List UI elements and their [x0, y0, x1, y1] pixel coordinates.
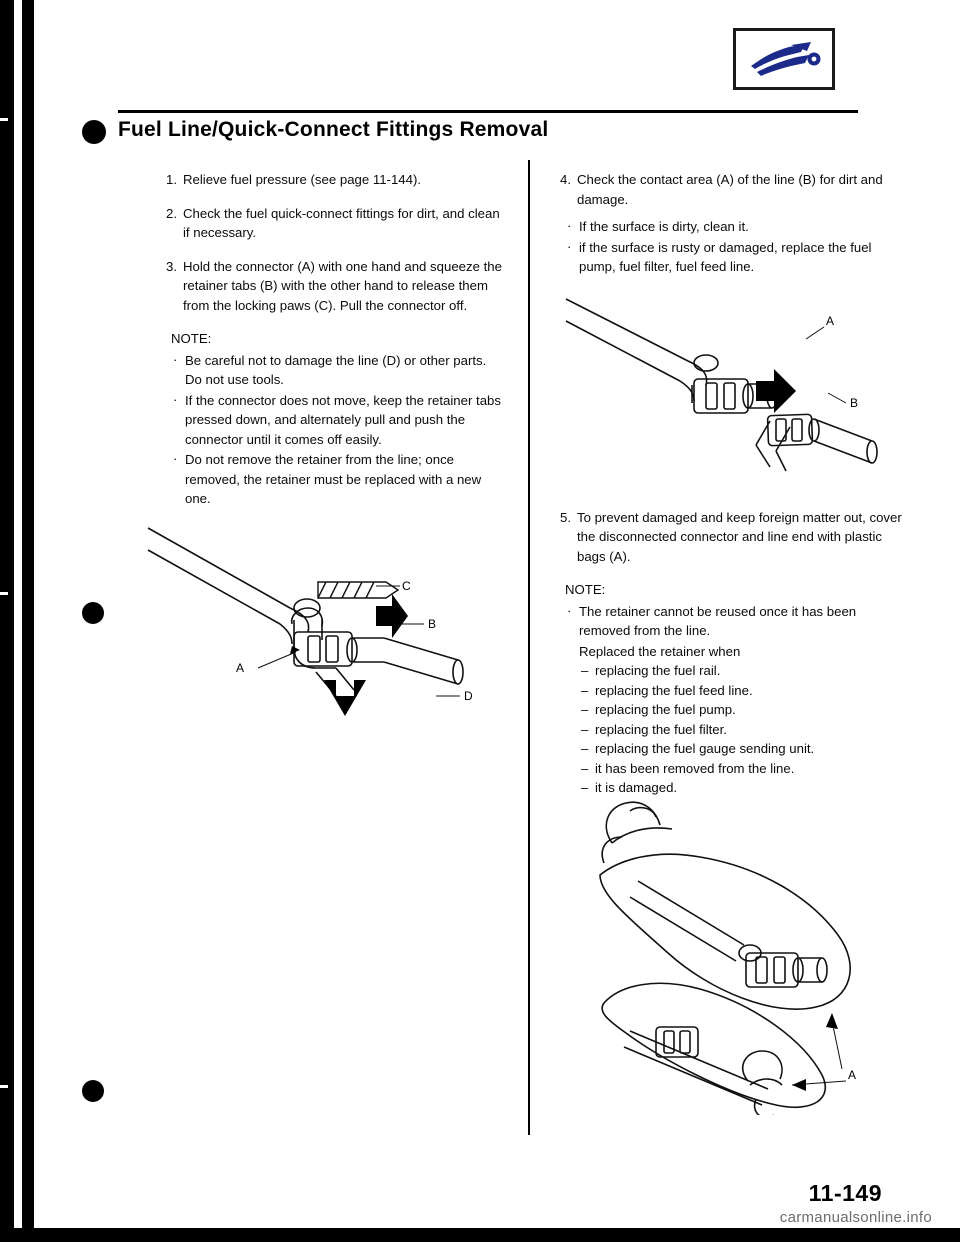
- note-item-text: If the surface is dirty, clean it.: [579, 219, 749, 234]
- step-4-bullet-list: [551, 217, 903, 277]
- step-text: Hold the connector (A) with one hand and squeeze the retainer tabs (B) with the other hand to release them from the locking paws (C). Pull the connector off.: [183, 258, 502, 313]
- list-item-text: replacing the fuel pump.: [595, 702, 736, 717]
- list-item: [579, 700, 903, 720]
- note-item-text: If the connector does not move, keep the retainer tabs pressed down, and alternately pull and push the connector until it comes off easily.: [185, 392, 501, 447]
- dash-icon: –: [581, 760, 589, 776]
- left-column: [157, 170, 502, 510]
- list-item-text: replacing the fuel filter.: [595, 721, 727, 737]
- figure-callout-b: B: [428, 617, 437, 631]
- dash-icon: –: [581, 780, 589, 795]
- page-bottom-bar: [0, 1228, 960, 1242]
- page-binding-bar-inner: [22, 0, 34, 1242]
- side-bullet-middle-icon: [82, 602, 104, 624]
- bullet-dot-icon: ·: [173, 351, 178, 367]
- page-edge-nick-middle: [0, 592, 8, 595]
- bullet-dot-icon: ·: [173, 451, 178, 466]
- page-edge-nick-top: [0, 118, 8, 121]
- note-item: [171, 351, 502, 390]
- figure-callout-b: B: [850, 396, 859, 410]
- list-item: [579, 739, 903, 759]
- honda-service-logo: [733, 28, 835, 90]
- bullet-dot-icon: ·: [173, 391, 178, 407]
- column-divider: [528, 160, 530, 1135]
- note-item-text: if the surface is rusty or damaged, replace the fuel pump, fuel filter, fuel feed line.: [579, 239, 872, 274]
- note-block: [551, 580, 903, 798]
- procedure-step: [551, 170, 903, 209]
- dash-icon: –: [581, 682, 589, 698]
- step-number: 1.: [166, 172, 177, 187]
- figure-callout-a: A: [236, 661, 245, 675]
- note-item-text: Do not remove the retainer from the line; once removed, the retainer must be replaced with a new one.: [185, 452, 482, 506]
- note-item: [171, 450, 502, 509]
- quick-connect-fitting-removal-diagram: [140, 520, 510, 750]
- procedure-step: [551, 508, 903, 567]
- step-text: Check the contact area (A) of the line (B) for dirt and damage.: [577, 172, 883, 207]
- dash-icon: –: [581, 702, 589, 717]
- list-item-text: replacing the fuel feed line.: [595, 682, 753, 698]
- step-number: 3.: [166, 258, 177, 274]
- watermark: carmanualsonline.info: [779, 1209, 932, 1226]
- dash-icon: –: [581, 741, 589, 756]
- dash-icon: –: [581, 721, 589, 737]
- title-bullet-icon: [82, 120, 106, 144]
- list-item-text: replacing the fuel gauge sending unit.: [595, 741, 815, 756]
- list-item: [579, 681, 903, 701]
- figure-callout-a: A: [848, 1068, 857, 1082]
- figure-callout-d: D: [464, 689, 473, 703]
- dash-icon: –: [581, 663, 589, 678]
- note-item: [565, 602, 903, 641]
- step-text: Relieve fuel pressure (see page 11-144).: [183, 172, 421, 187]
- note-title: NOTE:: [171, 331, 212, 346]
- side-bullet-bottom-icon: [82, 1080, 104, 1102]
- figure-callout-c: C: [402, 579, 411, 593]
- figure-callout-a: A: [826, 314, 835, 328]
- replace-retainer-intro: Replaced the retainer when: [579, 643, 741, 659]
- replace-retainer-list: [565, 661, 903, 798]
- bullet-dot-icon: ·: [567, 218, 572, 233]
- note-title: NOTE:: [565, 582, 606, 597]
- step-number: 2.: [166, 205, 177, 221]
- page-number: 11-149: [808, 1180, 882, 1206]
- page-edge-nick-bottom: [0, 1085, 8, 1088]
- procedure-step: [157, 170, 502, 190]
- title-rule: [118, 110, 858, 113]
- note-item-text: Be careful not to damage the line (D) or other parts. Do not use tools.: [185, 352, 487, 387]
- list-item-text: replacing the fuel rail.: [595, 663, 721, 678]
- list-item: [579, 661, 903, 681]
- step-number: 5.: [560, 509, 571, 525]
- step-text: Check the fuel quick-connect fittings for dirt, and clean if necessary.: [183, 205, 500, 240]
- note-item: [565, 238, 903, 277]
- list-item: [579, 759, 903, 779]
- fuel-line-contact-area-diagram: [560, 285, 900, 500]
- bullet-dot-icon: ·: [567, 238, 572, 254]
- note-list: [171, 351, 502, 509]
- note-list: [565, 602, 903, 641]
- note-block: [157, 329, 502, 509]
- page-binding-bar-outer: [0, 0, 14, 1242]
- list-item-text: it has been removed from the line.: [595, 760, 795, 776]
- list-item-text: it is damaged.: [595, 780, 678, 795]
- page-title: Fuel Line/Quick-Connect Fittings Removal: [118, 118, 549, 141]
- procedure-step: [157, 257, 502, 316]
- step-number: 4.: [560, 172, 571, 187]
- step-text: To prevent damaged and keep foreign matter out, cover the disconnected connector and line end with plastic bags (A).: [577, 509, 902, 564]
- plastic-bag-cover-diagram: [560, 785, 900, 1115]
- procedure-step: [157, 204, 502, 243]
- note-item: [171, 391, 502, 450]
- note-item-text: The retainer cannot be reused once it has been removed from the line.: [579, 603, 857, 638]
- list-item: [579, 720, 903, 740]
- note-item: [565, 217, 903, 237]
- bullet-dot-icon: ·: [567, 602, 572, 618]
